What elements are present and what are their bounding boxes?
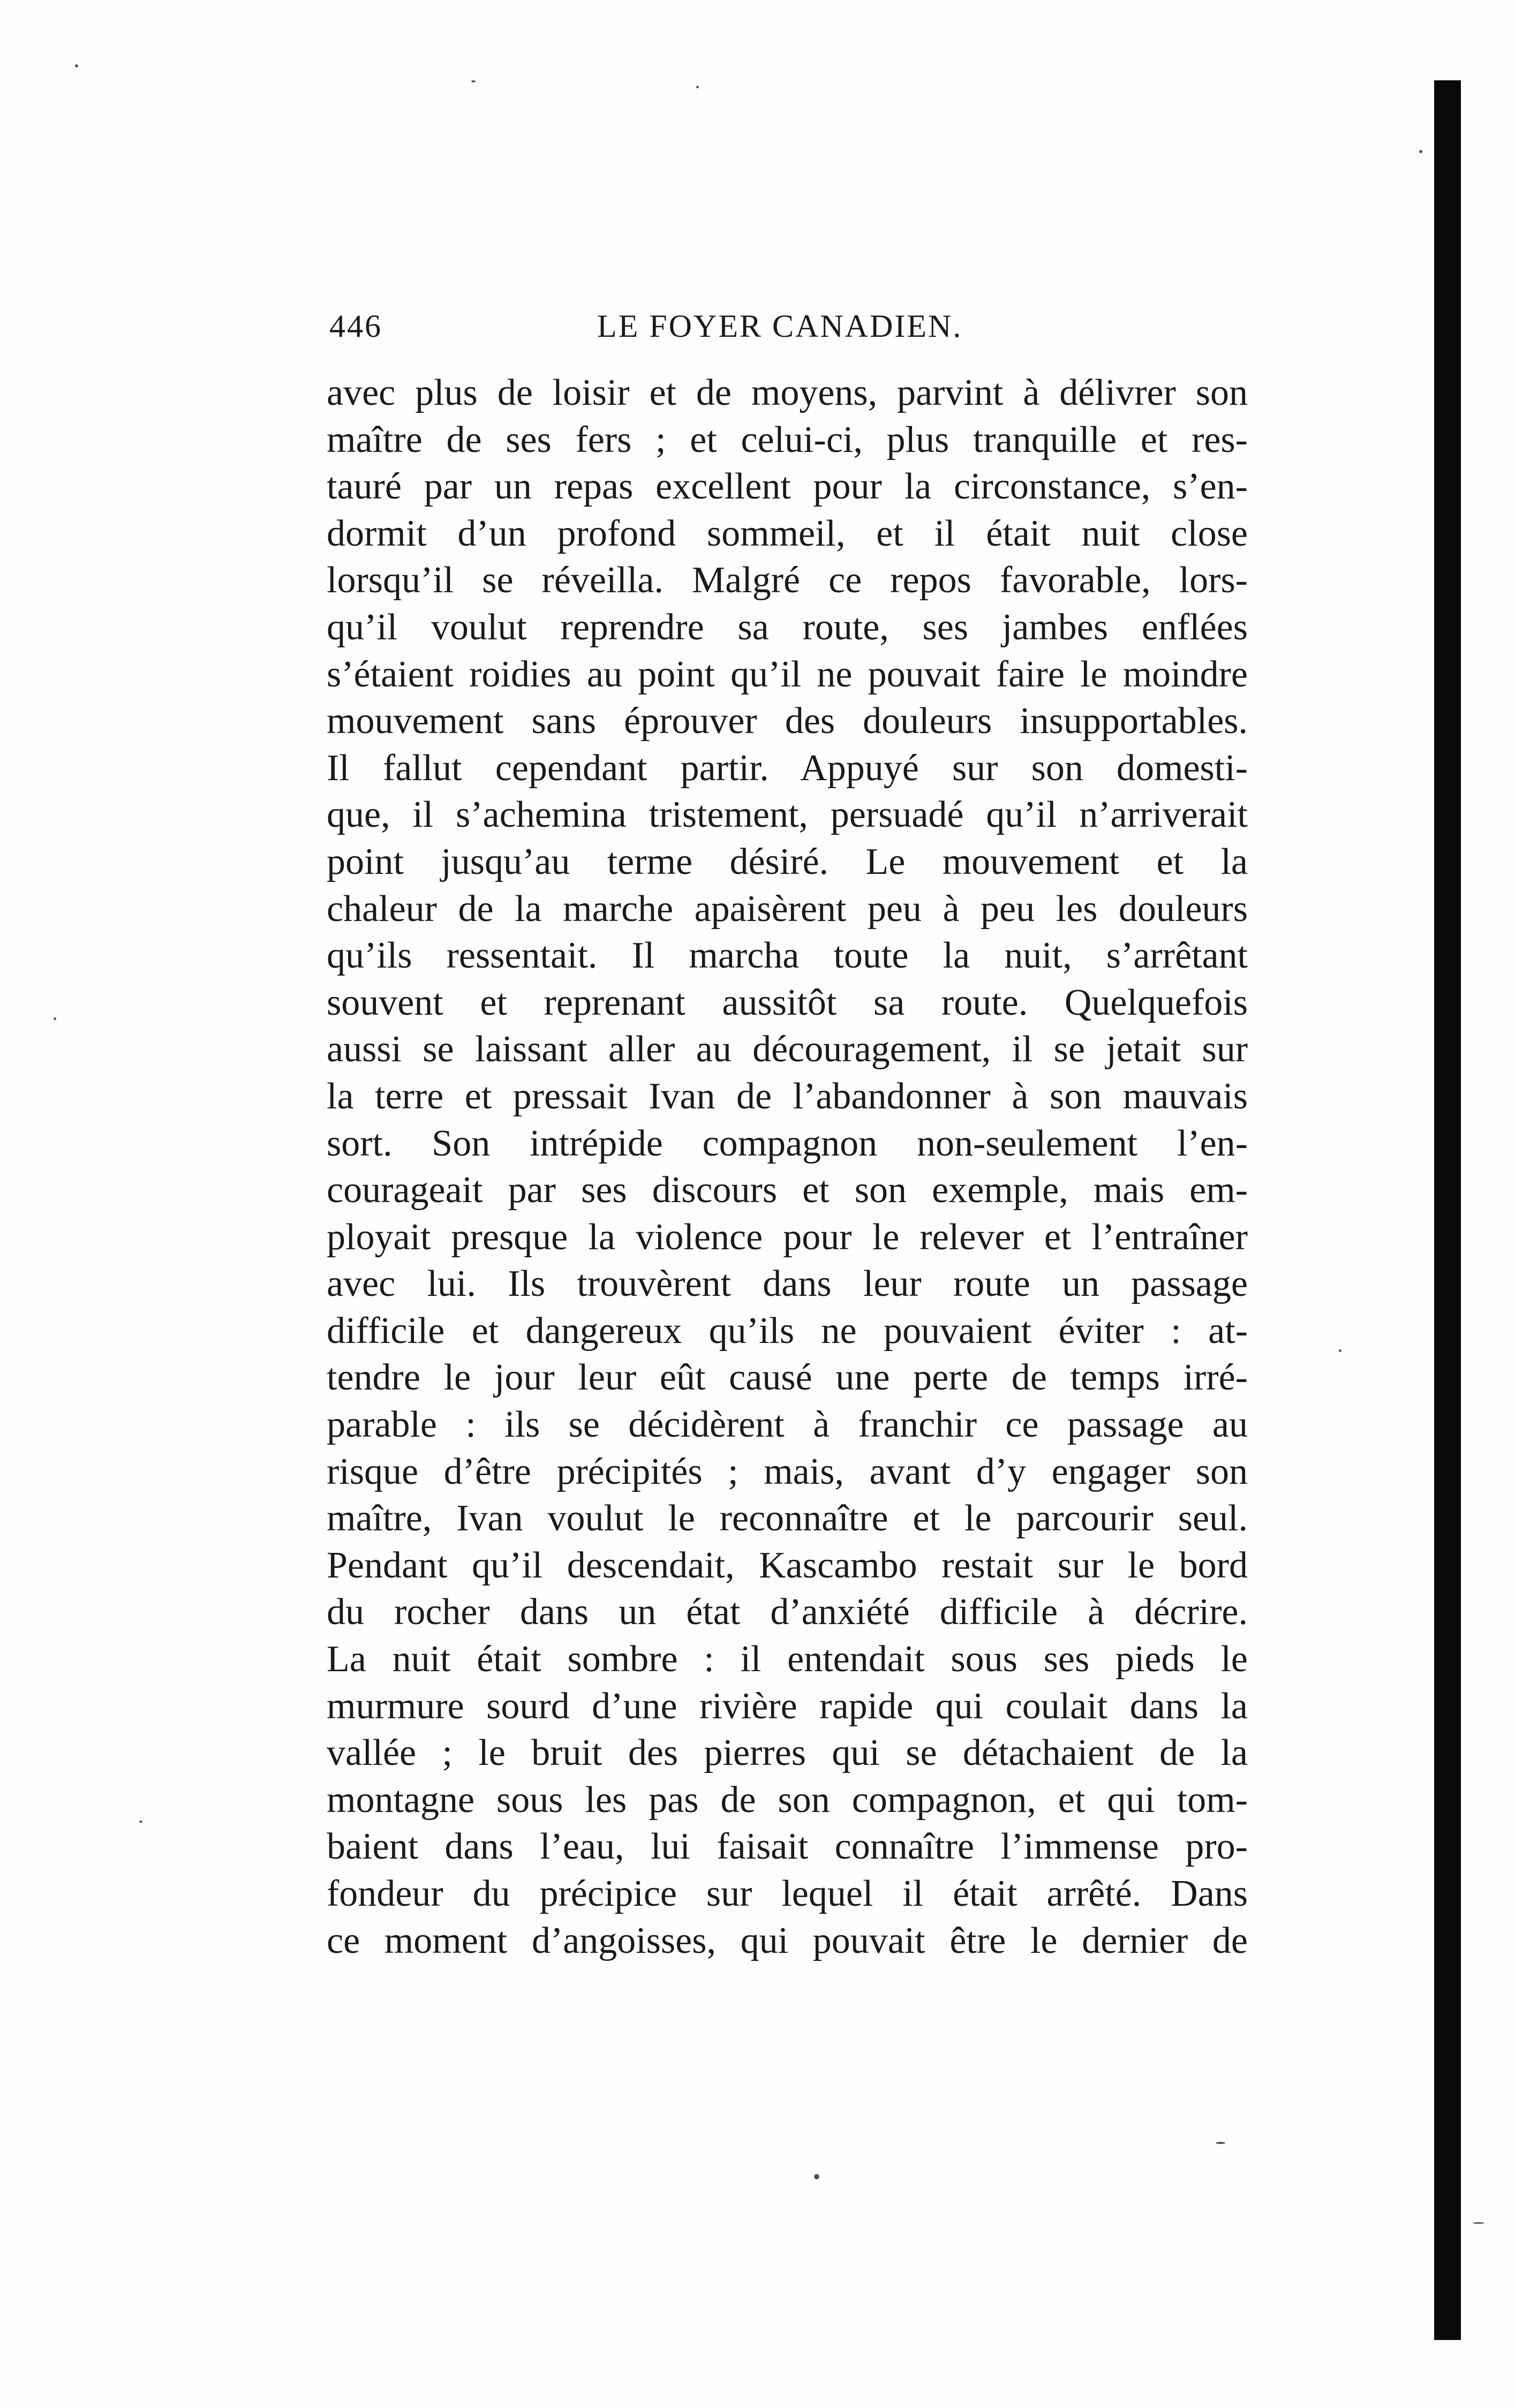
page-number: 446 <box>329 308 382 344</box>
text-line: tauré par un repas excellent pour la circonstance, s’en- <box>327 466 1248 508</box>
scan-edge-bar <box>1434 80 1461 2340</box>
text-line: Il fallut cependant partir. Appuyé sur son domesti- <box>327 747 1248 789</box>
text-line: La nuit était sombre : il entendait sous ses pieds le <box>327 1639 1248 1680</box>
text-line: sort. Son intrépide compagnon non-seulement l’en- <box>327 1122 1248 1164</box>
scan-speck <box>471 80 476 82</box>
running-head <box>329 308 1245 356</box>
text-line: fondeur du précipice sur lequel il était arrêté. Dans <box>327 1873 1248 1914</box>
text-line: chaleur de la marche apaisèrent peu à peu les douleurs <box>327 888 1248 930</box>
text-line: maître de ses fers ; et celui-ci, plus tranquille et res- <box>327 419 1248 461</box>
text-line: point jusqu’au terme désiré. Le mouvement et la <box>327 841 1248 882</box>
text-line: baient dans l’eau, lui faisait connaître l’immense pro- <box>327 1826 1248 1868</box>
text-line: que, il s’achemina tristement, persuadé qu’il n’arriverait <box>327 794 1248 836</box>
text-line: qu’ils ressentait. Il marcha toute la nuit, s’arrêtant <box>327 935 1248 977</box>
text-line: courageait par ses discours et son exemple, mais em- <box>327 1169 1248 1211</box>
text-line: parable : ils se décidèrent à franchir ce passage au <box>327 1404 1248 1446</box>
scan-speck <box>54 1017 56 1020</box>
text-line: s’étaient roidies au point qu’il ne pouvait faire le moindre <box>327 653 1248 695</box>
scan-speck <box>139 1821 142 1823</box>
text-line: lorsqu’il se réveilla. Malgré ce repos favorable, lors- <box>327 560 1248 601</box>
text-line: maître, Ivan voulut le reconnaître et le parcourir seul. <box>327 1498 1248 1539</box>
text-line: ce moment d’angoisses, qui pouvait être le dernier de <box>327 1920 1248 1961</box>
text-line: risque d’être précipités ; mais, avant d’y engager son <box>327 1451 1248 1492</box>
text-line: montagne sous les pas de son compagnon, et qui tom- <box>327 1779 1248 1821</box>
text-line: la terre et pressait Ivan de l’abandonner à son mauvais <box>327 1075 1248 1117</box>
text-line: difficile et dangereux qu’ils ne pouvaient éviter : at- <box>327 1310 1248 1352</box>
text-line: Pendant qu’il descendait, Kascambo restait sur le bord <box>327 1544 1248 1586</box>
text-line: aussi se laissant aller au découragement, il se jetait sur <box>327 1029 1248 1070</box>
scan-speck <box>1216 2142 1225 2144</box>
text-line: qu’il voulut reprendre sa route, ses jambes enflées <box>327 606 1248 648</box>
text-line: murmure sourd d’une rivière rapide qui coulait dans la <box>327 1685 1248 1727</box>
scan-speck <box>696 86 699 88</box>
body-text <box>327 369 1248 1964</box>
text-line: dormit d’un profond sommeil, et il était nuit close <box>327 512 1248 554</box>
text-line: souvent et reprenant aussitôt sa route. Quelquefois <box>327 982 1248 1023</box>
text-line: vallée ; le bruit des pierres qui se détachaient de la <box>327 1732 1248 1774</box>
text-line: tendre le jour leur eût causé une perte de temps irré- <box>327 1357 1248 1399</box>
text-line: avec lui. Ils trouvèrent dans leur route un passage <box>327 1263 1248 1305</box>
scan-speck <box>814 2174 819 2179</box>
text-line: du rocher dans un état d’anxiété difficile à décrire. <box>327 1591 1248 1633</box>
scan-speck <box>75 64 78 67</box>
running-title: LE FOYER CANADIEN. <box>597 308 963 344</box>
text-line: avec plus de loisir et de moyens, parvint à délivrer son <box>327 372 1248 413</box>
text-line: mouvement sans éprouver des douleurs insupportables. <box>327 700 1248 742</box>
scan-speck <box>1473 2222 1484 2224</box>
scan-speck <box>1339 1349 1341 1352</box>
text-line: ployait presque la violence pour le relever et l’entraîner <box>327 1216 1248 1258</box>
scan-speck <box>1419 150 1422 153</box>
